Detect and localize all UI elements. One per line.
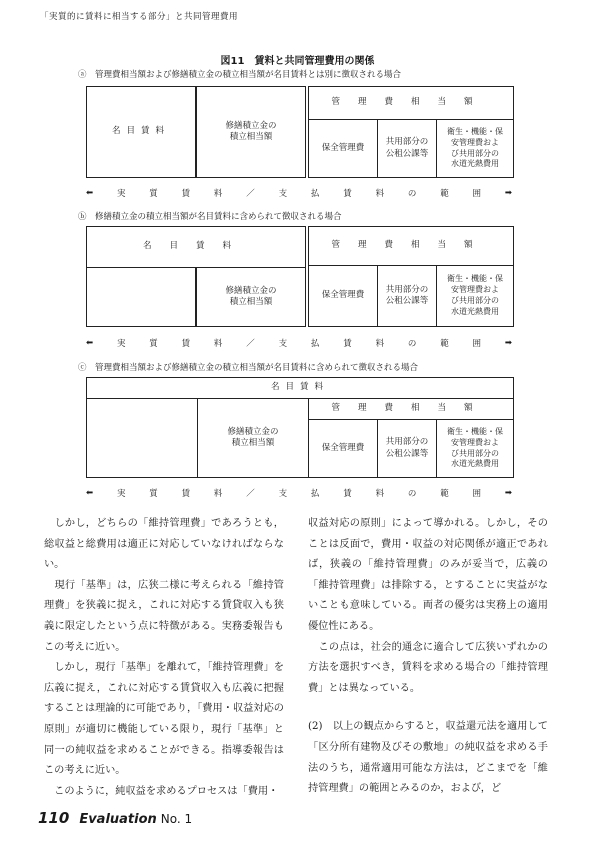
range-char: ／: [246, 339, 255, 349]
page-number: 110: [38, 809, 70, 827]
range-char: 実: [116, 339, 126, 349]
mgmt-header: 管理費相当額: [308, 398, 514, 420]
taxes-box: 共用部分の 公租公課等: [377, 119, 437, 178]
paragraph: このように，純収益を求めるプロセスは「費用・: [44, 785, 279, 797]
range-char: の: [407, 489, 417, 499]
right-arrow-icon: ➡: [504, 188, 512, 198]
range-char: 賃: [181, 489, 191, 499]
running-header: 「実質的に賃料に相当する部分」と共同管理費用: [40, 12, 239, 22]
utilities-box: 衛生・機能・保 安管理費およ び共用部分の 水道光熱費用: [436, 265, 514, 327]
paragraph: しかし，現行「基準」を離れて，「維持管理費」を広義に捉え，これに対応する賃貸収入も広義に把握することは理論的に可能であり，「費用・収益対応の原則」が適切に機能している限り，現行「基準」と同一の純収益を求めることができる。指導委報告はこの考えに近い。: [44, 662, 284, 777]
maintenance-box: 保全管理費: [308, 419, 378, 478]
nominal-rent-lower: [86, 267, 196, 327]
paragraph: この点は，社会的通念に適合して広狭いずれかの方法を選択すべき，賃料を求める場合の「維持管理費」とは異なっている。: [308, 641, 548, 694]
range-char: ／: [246, 189, 255, 199]
range-arrow-a: [86, 187, 512, 199]
range-char: 支: [278, 339, 288, 349]
paragraph: (2) 以上の観点からすると，収益還元法を適用して「区分所有建物及びその敷地」の純収益を求める手法のうち，通常適用可能な方法は，どこまでを「維持管理費」の範囲とみるのか，および，ど: [308, 721, 548, 795]
left-arrow-icon: ⬅: [86, 338, 94, 348]
range-arrow-c: [86, 487, 512, 499]
caption-b: ⓑ 修繕積立金の積立相当額が名目賃料に含められて徴収される場合: [78, 212, 342, 222]
figure-title: 図11 賃料と共同管理費用の関係: [220, 56, 375, 67]
range-char: 料: [375, 339, 385, 349]
nominal-rent-box: 名目賃料: [86, 86, 196, 178]
left-arrow-icon: ⬅: [86, 488, 94, 498]
taxes-box: 共用部分の 公租公課等: [377, 419, 437, 478]
utilities-box: 衛生・機能・保 安管理費およ び共用部分の 水道光熱費用: [436, 419, 514, 478]
mgmt-header: 管理費相当額: [308, 226, 514, 266]
paragraph: しかし，どちらの「維持管理費」であろうとも，総収益と総費用は適正に対応していなければならない。: [44, 518, 284, 571]
left-arrow-icon: ⬅: [86, 188, 94, 198]
range-char: 質: [149, 339, 158, 349]
paragraph: 現行「基準」は，広狭二様に考えられる「維持管理費」を狭義に捉え，これに対応する賃貸収入も狭義に限定したという点に特徴がある。実務委報告もこの考えに近い。: [44, 579, 284, 653]
range-char: 囲: [472, 189, 482, 199]
range-char: 囲: [472, 339, 482, 349]
range-char: 質: [149, 189, 158, 199]
range-char: 料: [375, 189, 385, 199]
mgmt-header: 管理費相当額: [308, 86, 514, 120]
left-column: [44, 514, 284, 802]
range-char: の: [407, 339, 417, 349]
range-char: 囲: [472, 489, 482, 499]
nominal-rent-header: 名目賃料: [86, 377, 514, 399]
range-char: 払: [310, 489, 320, 499]
right-arrow-icon: ➡: [504, 488, 512, 498]
repair-reserve-box: 修繕積立金の 積立相当額: [196, 267, 306, 327]
range-char: 料: [213, 339, 223, 349]
repair-reserve-box: 修繕積立金の 積立相当額: [196, 86, 306, 178]
range-char: の: [407, 189, 417, 199]
caption-c: ⓒ 管理費相当額および修繕積立金の積立相当額が名目賃料に含められて徴収される場合: [78, 363, 419, 373]
issue-number: No. 1: [160, 812, 193, 826]
range-char: 範: [440, 489, 449, 499]
right-column: [308, 514, 548, 800]
nominal-rent-lower: [86, 398, 198, 478]
range-char: 払: [310, 339, 320, 349]
range-char: 賃: [343, 489, 352, 499]
nominal-rent-box: 名目賃料: [86, 226, 306, 268]
range-char: 範: [440, 339, 449, 349]
repair-reserve-box: 修繕積立金の 積立相当額: [197, 398, 309, 478]
range-char: 払: [310, 189, 320, 199]
range-char: 実: [116, 489, 126, 499]
journal-name: Evaluation: [79, 812, 157, 827]
range-arrow-b: [86, 337, 512, 349]
maintenance-box: 保全管理費: [308, 119, 378, 178]
right-arrow-icon: ➡: [504, 338, 512, 348]
range-char: 賃: [343, 189, 352, 199]
range-char: ／: [246, 489, 255, 499]
page-footer: [38, 808, 192, 827]
range-char: 料: [213, 189, 223, 199]
maintenance-box: 保全管理費: [308, 265, 378, 327]
taxes-box: 共用部分の 公租公課等: [377, 265, 437, 327]
range-char: 賃: [181, 339, 191, 349]
range-char: 範: [440, 189, 449, 199]
range-char: 実: [116, 189, 126, 199]
range-char: 質: [149, 489, 158, 499]
range-char: 賃: [181, 189, 191, 199]
range-char: 賃: [343, 339, 352, 349]
range-char: 料: [213, 489, 223, 499]
range-char: 料: [375, 489, 385, 499]
range-char: 支: [278, 489, 288, 499]
range-char: 支: [278, 189, 288, 199]
paragraph: 収益対応の原則」によって導かれる。しかし，そのことは反面で，費用・収益の対応関係が適正であれば，狭義の「維持管理費」のみが妥当で，広義の「維持管理費」は排除する，とすることに実益がないことも意味している。両者の優劣は実務上の適用優位性にある。: [308, 518, 548, 632]
caption-a: ⓐ 管理費相当額および修繕積立金の積立相当額が名目賃料とは別に徴収される場合: [78, 70, 402, 80]
utilities-box: 衛生・機能・保 安管理費およ び共用部分の 水道光熱費用: [436, 119, 514, 178]
